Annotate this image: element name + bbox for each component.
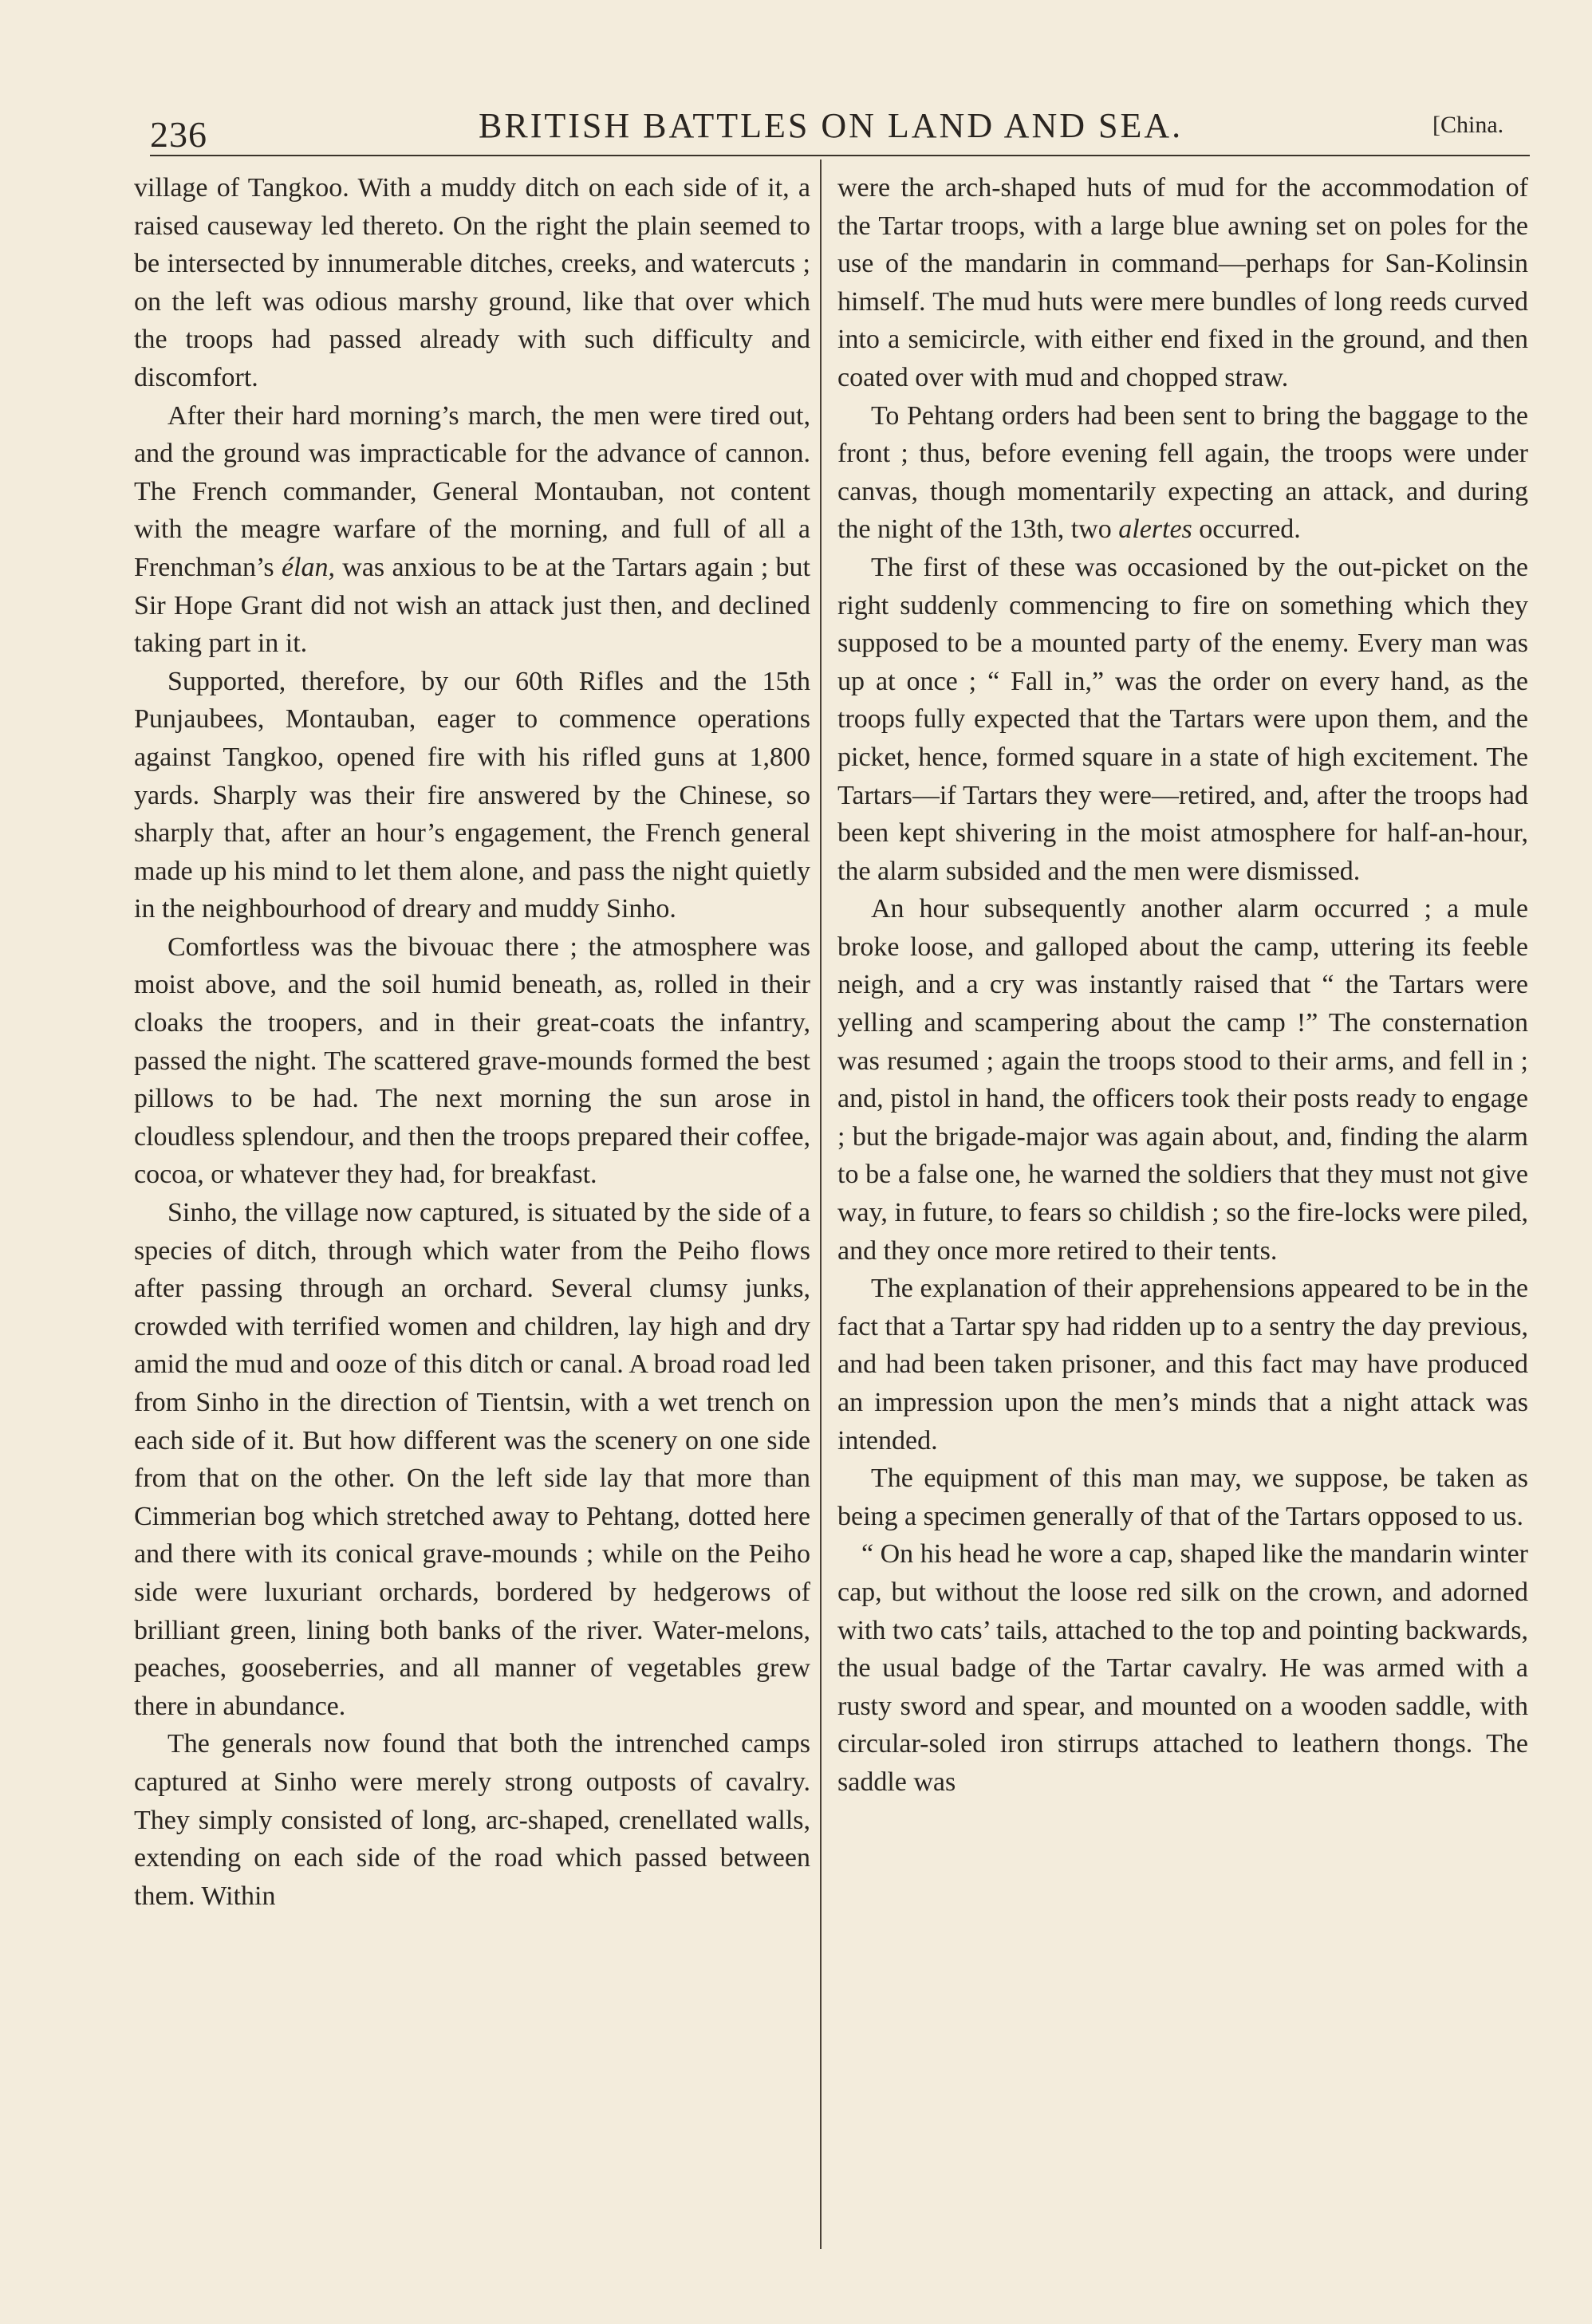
text-run: was anxious to be at the Tartars again ; but Sir Hope Grant did not wish an attack just then, and declined taking part in it. — [134, 552, 810, 659]
running-title: BRITISH BATTLES ON LAND AND SEA. — [479, 106, 1184, 145]
column-divider — [820, 160, 822, 2249]
paragraph: The equipment of this man may, we suppose, be taken as being a specimen generally of that of the Tartars opposed to us. — [837, 1463, 1528, 1531]
paragraph: Sinho, the village now captured, is situated by the side of a species of ditch, through which water from the Peiho flows after passing through an orchard. Several clumsy junks, crowded with terrified women and children, lay high and dry amid the mud and ooze of this ditch or canal. A broad road led from Sinho in the direction of Tientsin, with a wet trench on each side of it. But how different was the scenery on one side from that on the other. On the left side lay that more than Cimmerian bog which stretched away to Pehtang, dotted here and there with its conical grave-mounds ; while on the Peiho side were luxuriant orchards, bordered by hedgerows of brilliant green, lining both banks of the river. Water-melons, peaches, gooseberries, and all manner of vegetables grew there in abundance. — [134, 1198, 810, 1721]
text-run: After their hard morning’s march, the men were tired out, and the ground was impracticable for the advance of cannon. The French commander, General Montauban, not content with the meagre warfare of the morning, and full of all a Frenchman’s — [134, 400, 810, 582]
page-number: 236 — [150, 114, 207, 155]
right-column — [837, 169, 1528, 2243]
paragraph: Comfortless was the bivouac there ; the atmosphere was moist above, and the soil humid beneath, as, rolled in their cloaks the troopers, and in their great-coats the infantry, passed the night. The scattered grave-mounds formed the best pillows to be had. The next morning the sun arose in cloudless splendour, and then the troops prepared their coffee, cocoa, or whatever they had, for breakfast. — [134, 932, 810, 1190]
paragraph: Supported, therefore, by our 60th Rifles and the 15th Punjaubees, Montauban, eager to commence operations against Tangkoo, opened fire with his rifled guns at 1,800 yards. Sharply was their fire answered by the Chinese, so sharply that, after an hour’s engagement, the French general made up his mind to let them alone, and pass the night quietly in the neighbourhood of dreary and muddy Sinho. — [134, 666, 810, 924]
page-header — [0, 0, 1592, 160]
paragraph: The generals now found that both the intrenched camps captured at Sinho were merely strong outposts of cavalry. They simply consisted of long, arc-shaped, crenellated walls, extending on each side of the road which passed between them. Within — [134, 1729, 810, 1911]
italic-term: élan, — [281, 552, 335, 582]
paragraph — [837, 397, 1528, 549]
italic-term: alertes — [1118, 514, 1192, 545]
paragraph: The explanation of their apprehensions appeared to be in the fact that a Tartar spy had ridden up to a sentry the day previous, and had been taken prisoner, and this fact may have produced an impression upon the men’s minds that a night attack was intended. — [837, 1274, 1528, 1455]
paragraph: were the arch-shaped huts of mud for the accommodation of the Tartar troops, with a large blue awning set on poles for the use of the mandarin in command—perhaps for San-Kolinsin himself. The mud huts were mere bundles of long reeds curved into a semicircle, with either end fixed in the ground, and then coated over with mud and chopped straw. — [837, 173, 1528, 392]
paragraph: village of Tangkoo. With a muddy ditch on each side of it, a raised causeway led thereto. On the right the plain seemed to be intersected by innumerable ditches, creeks, and watercuts ; on the left was odious marshy ground, like that over which the troops had passed already with such difficulty and discomfort. — [134, 173, 810, 392]
paragraph: The first of these was occasioned by the out-picket on the right suddenly commencing to fire on something which they supposed to be a mounted party of the enemy. Every man was up at once ; “ Fall in,” was the order on every hand, as the troops fully expected that the Tartars were upon them, and the picket, hence, formed square in a state of high excitement. The Tartars—if Tartars they were—retired, and, after the troops had been kept shivering in the moist atmosphere for half-an-hour, the alarm subsided and the men were dismissed. — [837, 552, 1528, 886]
section-tag: [China. — [1432, 112, 1504, 138]
text-run: occurred. — [1199, 514, 1301, 545]
paragraph — [134, 397, 810, 663]
paragraph: “ On his head he wore a cap, shaped like the mandarin winter cap, but without the loose red silk on the crown, and adorned with two cats’ tails, attached to the top and pointing backwards, the usual badge of the Tartar cavalry. He was armed with a rusty sword and spear, and mounted on a wooden saddle, with circular-soled iron stirrups attached to leathern thongs. The saddle was — [837, 1539, 1528, 1797]
paragraph: An hour subsequently another alarm occurred ; a mule broke loose, and galloped about the camp, uttering its feeble neigh, and a cry was instantly raised that “ the Tartars were yelling and scampering about the camp !” The consternation was resumed ; again the troops stood to their arms, and fell in ; and, pistol in hand, the officers took their posts ready to engage ; but the brigade-major was again about, and, finding the alarm to be a false one, he warned the soldiers that they must not give way, in future, to fears so childish ; so the fire-locks were piled, and they once more retired to their tents. — [837, 894, 1528, 1266]
left-column — [134, 169, 810, 2243]
header-rule — [150, 155, 1530, 156]
text-run: To Pehtang orders had been sent to bring the baggage to the front ; thus, before evening fell again, the troops were under canvas, though momentarily expecting an attack, and during the night of the 13th, two — [837, 400, 1528, 545]
